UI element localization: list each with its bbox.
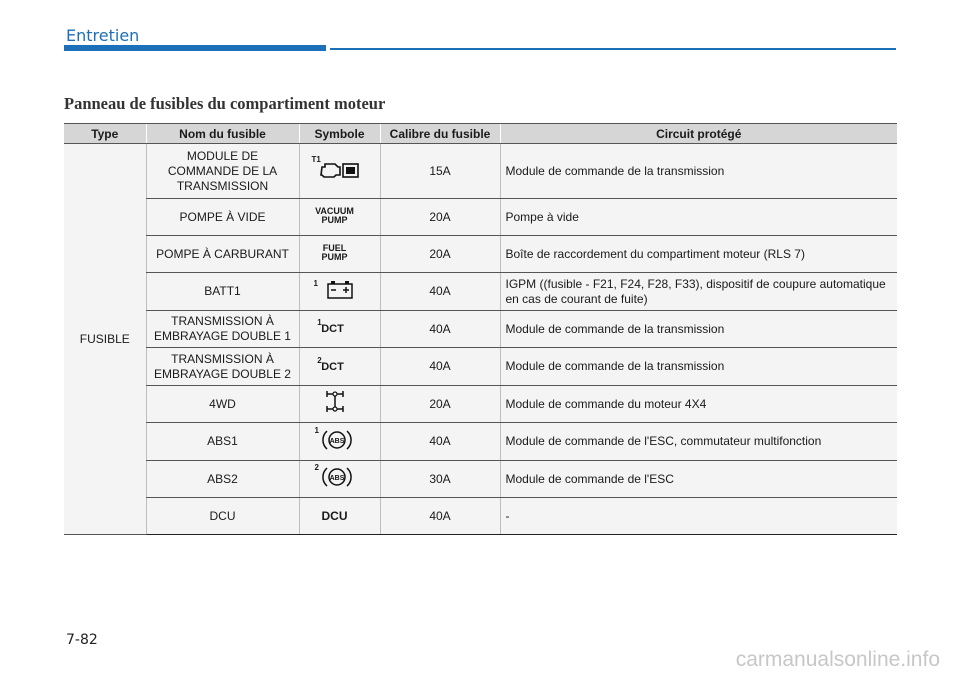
dcu-symbol: DCU: [321, 508, 348, 523]
table-row: [64, 199, 897, 236]
fuse-name: DCU: [146, 498, 299, 535]
table-row: [64, 386, 897, 423]
fuse-rating: 15A: [380, 144, 500, 199]
fuse-circuit: Module de commande de l'ESC, commutateur multifonction: [500, 423, 897, 461]
fuse-name: MODULE DE COMMANDE DE LA TRANSMISSION: [146, 144, 299, 199]
table-row: [64, 423, 897, 461]
battery-icon: 1: [326, 280, 354, 300]
fuse-circuit: Module de commande du moteur 4X4: [500, 386, 897, 423]
table-row: [64, 461, 897, 498]
fuse-symbol: [299, 461, 380, 498]
fuse-symbol: [299, 311, 380, 348]
abs-label: ABS: [329, 437, 344, 445]
fuse-symbol: [299, 273, 380, 311]
fuse-rating: 40A: [380, 273, 500, 311]
header-rule-thin: [330, 48, 896, 50]
fuse-circuit: Module de commande de la transmission: [500, 144, 897, 199]
fuse-rating: 40A: [380, 423, 500, 461]
fuse-symbol: [299, 423, 380, 461]
fuse-table: [64, 123, 897, 535]
vacuum-pump-symbol: VACUUM PUMP: [315, 206, 354, 225]
fuse-rating: 40A: [380, 348, 500, 386]
fuse-circuit: Module de commande de l'ESC: [500, 461, 897, 498]
fuse-name: ABS1: [146, 423, 299, 461]
type-cell: FUSIBLE: [64, 144, 146, 535]
column-header-rating: Calibre du fusible: [380, 124, 500, 144]
fuse-name: ABS2: [146, 461, 299, 498]
fuse-name: POMPE À CARBURANT: [146, 236, 299, 273]
fuse-name: BATT1: [146, 273, 299, 311]
dct-symbol: 1 DCT: [317, 318, 344, 335]
table-header-row: [64, 124, 897, 144]
fuse-circuit: Pompe à vide: [500, 199, 897, 236]
column-header-name: Nom du fusible: [146, 124, 299, 144]
watermark: carmanualsonline.info: [735, 648, 940, 671]
fuse-circuit: Boîte de raccordement du compartiment moteur (RLS 7): [500, 236, 897, 273]
table-row: [64, 273, 897, 311]
fuse-name: TRANSMISSION À EMBRAYAGE DOUBLE 2: [146, 348, 299, 386]
fuse-circuit: IGPM ((fusible - F21, F24, F28, F33), dispositif de coupure automatique en cas de courant de fuite): [500, 273, 897, 311]
4wd-axle-icon: [324, 390, 346, 414]
fuse-rating: 40A: [380, 311, 500, 348]
page-number: 7-82: [66, 632, 98, 648]
column-header-type: Type: [64, 124, 146, 144]
fuse-circuit: Module de commande de la transmission: [500, 311, 897, 348]
table-row: [64, 311, 897, 348]
fuse-symbol: [299, 498, 380, 535]
abs-label: ABS: [329, 475, 344, 482]
fuse-symbol: [299, 348, 380, 386]
fuse-rating: 20A: [380, 199, 500, 236]
fuse-symbol: [299, 236, 380, 273]
table-row: [64, 498, 897, 535]
fuse-name: TRANSMISSION À EMBRAYAGE DOUBLE 1: [146, 311, 299, 348]
table-row: [64, 144, 897, 199]
transmission-icon: T1: [319, 158, 361, 180]
fuse-symbol: [299, 386, 380, 423]
dct-symbol: 2 DCT: [317, 355, 344, 373]
column-header-circuit: Circuit protégé: [500, 124, 897, 144]
fuse-symbol: [299, 144, 380, 199]
fuse-rating: 20A: [380, 386, 500, 423]
fuse-rating: 40A: [380, 498, 500, 535]
abs-icon: 1 ABS: [321, 428, 353, 452]
section-title: Entretien: [66, 26, 140, 45]
column-header-symbol: Symbole: [299, 124, 380, 144]
fuse-symbol: [299, 199, 380, 236]
fuse-circuit: -: [500, 498, 897, 535]
fuse-rating: 20A: [380, 236, 500, 273]
abs-icon: 2 ABS: [321, 465, 353, 489]
fuse-name: 4WD: [146, 386, 299, 423]
fuse-rating: 30A: [380, 461, 500, 498]
table-row: [64, 348, 897, 386]
fuel-pump-symbol: FUEL PUMP: [321, 243, 348, 262]
fuse-name: POMPE À VIDE: [146, 199, 299, 236]
fuse-circuit: Module de commande de la transmission: [500, 348, 897, 386]
page-heading: Panneau de fusibles du compartiment moteur: [64, 94, 386, 113]
header-rule-thick: [64, 45, 326, 51]
table-row: [64, 236, 897, 273]
